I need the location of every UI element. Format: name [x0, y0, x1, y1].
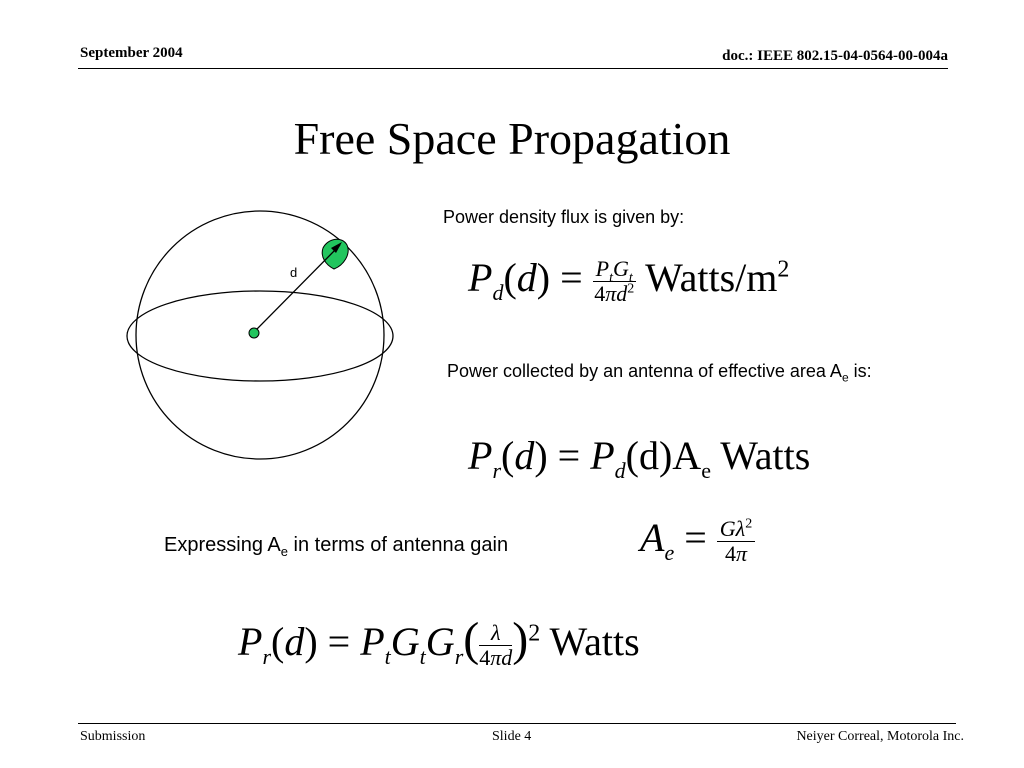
- radius-line: [254, 245, 340, 332]
- distance-label: d: [290, 265, 298, 280]
- collected-label: Power collected by an antenna of effective area $A_e$ is:: [447, 361, 872, 385]
- flux-units-exponent: 2: [777, 256, 790, 283]
- sphere-diagram: [120, 205, 405, 470]
- power-density-equation: $P_d(d)$ = $\frac{P_tG_t}{4\pi d^2}$ Watts/$m^2$: [468, 255, 790, 307]
- header-doc-id: doc.: IEEE 802.15-04-0564-00-004a: [722, 48, 948, 64]
- flux-label: Power density flux is given by:: [443, 207, 685, 227]
- footer-rule: [78, 723, 956, 724]
- expressing-label: Expressing $A_e$ in terms of antenna gain: [164, 534, 509, 559]
- friis-equation: $P_r(d) = P_tG_tG_r$( $\frac{\lambda}{4\pi d}$ )$^2$ Watts: [238, 613, 640, 671]
- equator-ellipse: [127, 291, 393, 381]
- footer-submission: Submission: [80, 729, 146, 744]
- header-rule: [78, 68, 948, 69]
- received-power-equation: $P_r(d) = P_d(d)A_e$ Watts: [468, 433, 811, 483]
- slide-title: Free Space Propagation: [293, 113, 731, 164]
- received-units: Watts: [720, 433, 811, 478]
- header-date: September 2004: [80, 45, 183, 61]
- effective-area-equation: $A_e$ = $\frac{G\lambda^2}{4\pi}$: [640, 514, 755, 567]
- surface-patch: [322, 239, 348, 269]
- friis-units: Watts: [549, 619, 640, 664]
- flux-units: Watts/m: [645, 255, 778, 300]
- footer-author: Neiyer Correal, Motorola Inc.: [796, 729, 964, 744]
- footer-slide-number: Slide 4: [492, 729, 532, 744]
- center-dot: [249, 328, 259, 338]
